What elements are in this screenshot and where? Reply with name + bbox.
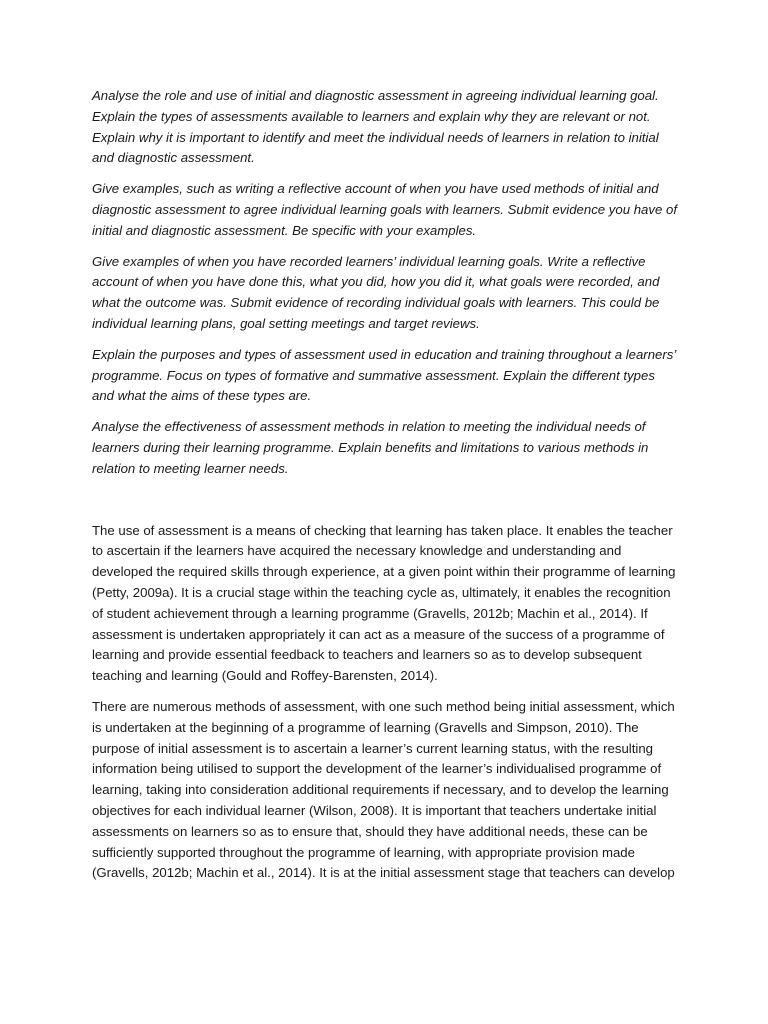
- brief-paragraph-1: Analyse the role and use of initial and diagnostic assessment in agreeing individual learning goal. Explain the types of assessments available to learners and explain why they are relevant or not. Explain why it is important to identify and meet the individual needs of learners in relation to initial and diagnostic assessment.: [92, 88, 659, 166]
- document-page: [92, 86, 680, 894]
- brief-paragraph-3: Give examples of when you have recorded learners’ individual learning goals. Write a reflective account of when you have done this, what you did, how you did it, what goals were recorded, and what the outcome was. Submit evidence of recording individual goals with learners. This could be individual learning plans, goal setting meetings and target reviews.: [92, 253, 660, 331]
- brief-paragraph-4: Explain the purposes and types of assessment used in education and training throughout a learners’ programme. Focus on types of formative and summative assessment. Explain the different types and what the aims of these types are.: [92, 346, 676, 404]
- essay-body: [92, 521, 680, 885]
- essay-paragraph-2: There are numerous methods of assessment, with one such method being initial assessment, which is undertaken at the beginning of a programme of learning (Gravells and Simpson, 2010). The purpose of initial assessment is to ascertain a learner’s current learning status, with the resulting information being utilised to support the development of the learner’s individualised programme of learning, taking into consideration additional requirements if necessary, and to develop the learning objectives for each individual learner (Wilson, 2008). It is important that teachers undertake initial assessments on learners so as to ensure that, should they have additional needs, these can be sufficiently supported throughout the programme of learning, with appropriate provision made (Gravells, 2012b; Machin et al., 2014). It is at the initial assessment stage that teachers can develop: [92, 698, 675, 881]
- brief-paragraph-2: Give examples, such as writing a reflective account of when you have used methods of initial and diagnostic assessment to agree individual learning goals with learners. Submit evidence you have of initial and diagnostic assessment. Be specific with your examples.: [92, 181, 677, 238]
- essay-paragraph-1: The use of assessment is a means of checking that learning has taken place. It enables the teacher to ascertain if the learners have acquired the necessary knowledge and understanding and developed the required skills through experience, at a given point within their programme of learning (Petty, 2009a). It is a crucial stage within the teaching cycle as, ultimately, it enables the recognition of student achievement through a learning programme (Gravells, 2012b; Machin et al., 2014). If assessment is undertaken appropriately it can act as a measure of the success of a programme of learning and provide essential feedback to teachers and learners so as to develop subsequent teaching and learning (Gould and Roffey-Barensten, 2014).: [92, 522, 676, 684]
- brief-paragraph-5: Analyse the effectiveness of assessment methods in relation to meeting the individual needs of learners during their learning programme. Explain benefits and limitations to various methods in relation to meeting learner needs.: [92, 419, 649, 476]
- assignment-brief: [92, 86, 680, 480]
